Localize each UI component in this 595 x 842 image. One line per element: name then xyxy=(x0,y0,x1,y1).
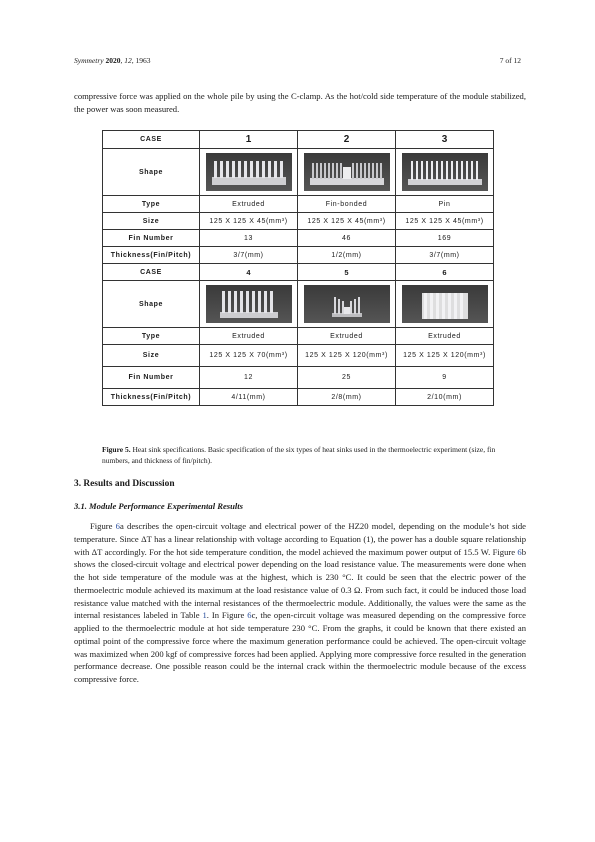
thickness-label-2: Thickness(Fin/Pitch) xyxy=(103,389,200,406)
thickness-4: 4/11(mm) xyxy=(200,389,298,406)
case-5: 5 xyxy=(298,264,396,281)
body-paragraph: Figure 6a describes the open-circuit voltage and electrical power of the HZ20 model, depending on the module’s hot side temperature. Since ΔT has a linear relationship with voltage according to Equation (1), the power has a double square relationship with ΔT accordingly. For the hot side temperature condition, the model achieved the maximum power output of 15.5 W. Figure 6b shows the closed-circuit voltage and electrical power depending on the load resistance value. The measurements were done when the hot side temperature of the module was at the highest, which is 230 °C. It could be seen that the electric power of the thermoelectric module achieved its maximum at the load resistance value of 0.3 Ω. From such fact, it could be induced those load resistance value matched with the internal resistances of the thermoelectric module. Additionally, the values were the same as the internal resistances labeled in Table 1. In Figure 6c, the open-circuit voltage was measured depending on the compressive force applied to the thermoelectric module at hot side temperature 230 °C. From the graphs, it could be known that there existed an optimal point of the compressive force where the maximum generation performance could be achieved. The open-circuit voltage was maximized when 200 kgf of compressive forces had been applied. Applying more compressive force resulted in the generation performance decrease. One possible reason could be the internal crack within the thermoelectric module because of the excess compressive force. xyxy=(74,521,526,684)
fin-number-6: 9 xyxy=(396,367,494,389)
figure-6-link[interactable]: 6 xyxy=(247,610,252,621)
size-1: 125 X 125 X 45(mm³) xyxy=(200,213,298,230)
size-3: 125 X 125 X 45(mm³) xyxy=(396,213,494,230)
thickness-label: Thickness(Fin/Pitch) xyxy=(103,247,200,264)
size-5: 125 X 125 X 120(mm³) xyxy=(298,345,396,367)
fin-number-4: 12 xyxy=(200,367,298,389)
case-2: 2 xyxy=(298,131,396,149)
shape-label: Shape xyxy=(103,149,200,196)
thickness-5: 2/8(mm) xyxy=(298,389,396,406)
figure-caption-text: Heat sink specifications. Basic specification of the six types of heat sinks used in the thermoelectric experiment (size, fin numbers, and thickness of fin/pitch). xyxy=(102,445,496,465)
fin-number-3: 169 xyxy=(396,230,494,247)
thickness-3: 3/7(mm) xyxy=(396,247,494,264)
running-head: Symmetry 2020, 12, 1963 xyxy=(74,56,151,65)
table-1-link[interactable]: 1 xyxy=(202,610,207,621)
subsection-title: 3.1. Module Performance Experimental Results xyxy=(74,501,244,511)
size-label: Size xyxy=(103,213,200,230)
type-label: Type xyxy=(103,196,200,213)
size-4: 125 X 125 X 70(mm³) xyxy=(200,345,298,367)
case-4: 4 xyxy=(200,264,298,281)
fin-number-label-2: Fin Number xyxy=(103,367,200,389)
shape-label-2: Shape xyxy=(103,281,200,328)
size-6: 125 X 125 X 120(mm³) xyxy=(396,345,494,367)
heat-sink-photo-2 xyxy=(304,153,390,191)
size-2: 125 X 125 X 45(mm³) xyxy=(298,213,396,230)
thickness-6: 2/10(mm) xyxy=(396,389,494,406)
fin-number-1: 13 xyxy=(200,230,298,247)
case-6: 6 xyxy=(396,264,494,281)
page-number: 7 of 12 xyxy=(499,56,521,65)
type-4: Extruded xyxy=(200,328,298,345)
type-5: Extruded xyxy=(298,328,396,345)
size-label-2: Size xyxy=(103,345,200,367)
heat-sink-photo-1 xyxy=(206,153,292,191)
heat-sink-spec-table xyxy=(102,130,494,406)
section-title: 3. Results and Discussion xyxy=(74,479,175,489)
thickness-2: 1/2(mm) xyxy=(298,247,396,264)
type-2: Fin-bonded xyxy=(298,196,396,213)
case-3: 3 xyxy=(396,131,494,149)
thickness-1: 3/7(mm) xyxy=(200,247,298,264)
heat-sink-photo-5 xyxy=(304,285,390,323)
case-label: CASE xyxy=(103,131,200,149)
figure-label: Figure 5. xyxy=(102,445,131,454)
type-label-2: Type xyxy=(103,328,200,345)
figure-6-link[interactable]: 6 xyxy=(517,546,522,557)
heat-sink-photo-4 xyxy=(206,285,292,323)
type-3: Pin xyxy=(396,196,494,213)
case-label-2: CASE xyxy=(103,264,200,281)
figure-6-link[interactable]: 6 xyxy=(115,521,120,531)
intro-paragraph: compressive force was applied on the whole pile by using the C-clamp. As the hot/cold side temperature of the module stabilized, the power was soon measured. xyxy=(74,91,526,114)
fin-number-5: 25 xyxy=(298,367,396,389)
fin-number-2: 46 xyxy=(298,230,396,247)
case-1: 1 xyxy=(200,131,298,149)
figure-caption xyxy=(102,444,522,466)
heat-sink-photo-6 xyxy=(402,285,488,323)
heat-sink-photo-3 xyxy=(402,153,488,191)
fin-number-label: Fin Number xyxy=(103,230,200,247)
type-1: Extruded xyxy=(200,196,298,213)
type-6: Extruded xyxy=(396,328,494,345)
